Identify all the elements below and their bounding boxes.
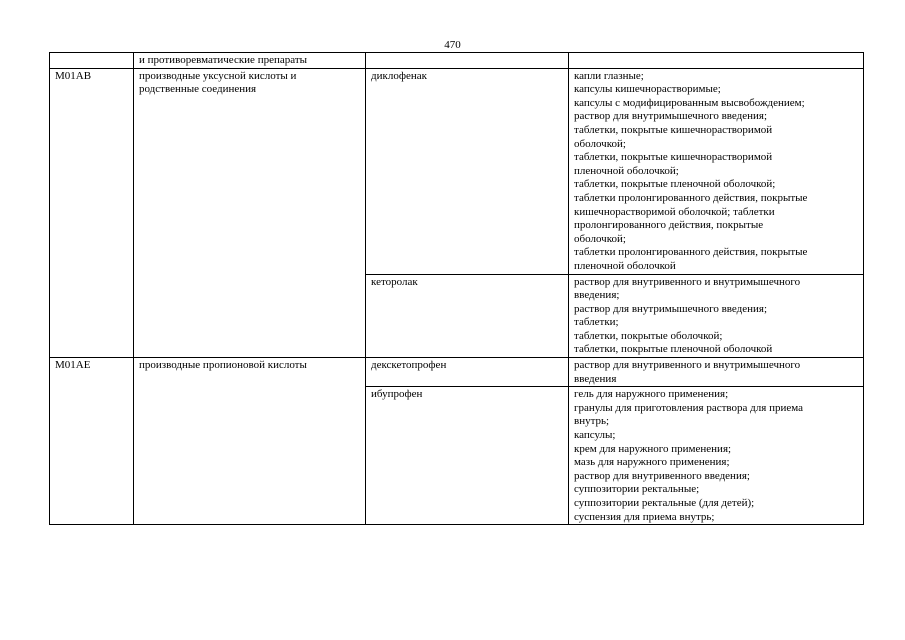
drug-name-cell: декскетопрофен (366, 358, 569, 387)
dosage-form-line: капсулы; (574, 429, 616, 442)
dosage-form-line: раствор для внутривенного и внутримышечного (574, 359, 801, 372)
drug-name-cell (366, 53, 569, 69)
dosage-form-line: раствор для внутримышечного введения; (574, 110, 768, 123)
dosage-forms-cell (569, 53, 864, 69)
dosage-forms-cell (569, 68, 864, 274)
dosage-form-line: оболочкой; (574, 232, 626, 245)
dosage-forms-cell (569, 358, 864, 387)
dosage-form-line: капли глазные; (574, 69, 644, 82)
dosage-form-line: суппозитории ректальные (для детей); (574, 497, 755, 509)
dosage-form-line: гранулы для приготовления раствора для приема (574, 401, 803, 414)
dosage-form-line: таблетки, покрытые пленочной оболочкой; (574, 178, 776, 191)
continuation-row (50, 53, 864, 69)
dosage-form-line: крем для наружного применения; (574, 442, 732, 455)
dosage-form-line: кишечнорастворимой оболочкой; таблетки (574, 205, 775, 218)
atc-code-cell (50, 53, 134, 69)
dosage-form-line: таблетки пролонгированного действия, покрытые (574, 191, 808, 204)
dosage-form-line: гель для наружного применения; (574, 388, 729, 401)
table-row (50, 68, 864, 274)
dosage-form-line: пролонгированного действия, покрытые (574, 219, 764, 232)
dosage-form-line: оболочкой; (574, 137, 626, 150)
group-cell (134, 358, 366, 525)
medication-table (49, 52, 864, 525)
dosage-form-line: раствор для внутримышечного введения; (574, 302, 768, 315)
group-line: производные уксусной кислоты и (139, 69, 297, 82)
dosage-form-line: капсулы с модифицированным высвобождением; (574, 96, 805, 109)
dosage-form-line: таблетки пролонгированного действия, покрытые (574, 246, 808, 259)
dosage-forms-cell (569, 274, 864, 358)
dosage-form-line: введения; (574, 289, 620, 302)
dosage-form-line: мазь для наружного применения; (574, 456, 730, 469)
dosage-form-line: внутрь; (574, 415, 610, 428)
group-cell (134, 68, 366, 357)
group-line: производные пропионовой кислоты (139, 359, 307, 372)
dosage-form-line: раствор для внутривенного введения; (574, 469, 750, 482)
dosage-form-line: таблетки, покрытые кишечнорастворимой (574, 151, 773, 164)
dosage-form-line: таблетки, покрытые оболочкой; (574, 329, 723, 342)
table-row (50, 358, 864, 387)
dosage-form-line: капсулы кишечнорастворимые; (574, 83, 721, 96)
drug-name-cell: кеторолак (366, 274, 569, 358)
dosage-form-line: таблетки, покрытые кишечнорастворимой (574, 123, 773, 136)
atc-code-cell: M01AB (50, 68, 134, 357)
dosage-form-line: пленочной оболочкой (574, 259, 676, 272)
page-number: 470 (444, 39, 461, 51)
dosage-form-line: суспензия для приема внутрь; (574, 510, 715, 523)
dosage-forms-cell (569, 387, 864, 525)
dosage-form-line: суппозитории ректальные; (574, 483, 700, 496)
group-cell: и противоревматические препараты (134, 53, 366, 69)
dosage-form-line: таблетки, покрытые пленочной оболочкой (574, 343, 773, 356)
group-line: родственные соединения (139, 83, 257, 96)
dosage-form-line: пленочной оболочкой; (574, 164, 679, 177)
atc-code-cell: M01AE (50, 358, 134, 525)
dosage-form-line: раствор для внутривенного и внутримышечного (574, 275, 801, 288)
drug-name-cell: ибупрофен (366, 387, 569, 525)
dosage-form-line: введения (574, 372, 617, 385)
dosage-form-line: таблетки; (574, 316, 619, 329)
drug-name-cell: диклофенак (366, 68, 569, 274)
